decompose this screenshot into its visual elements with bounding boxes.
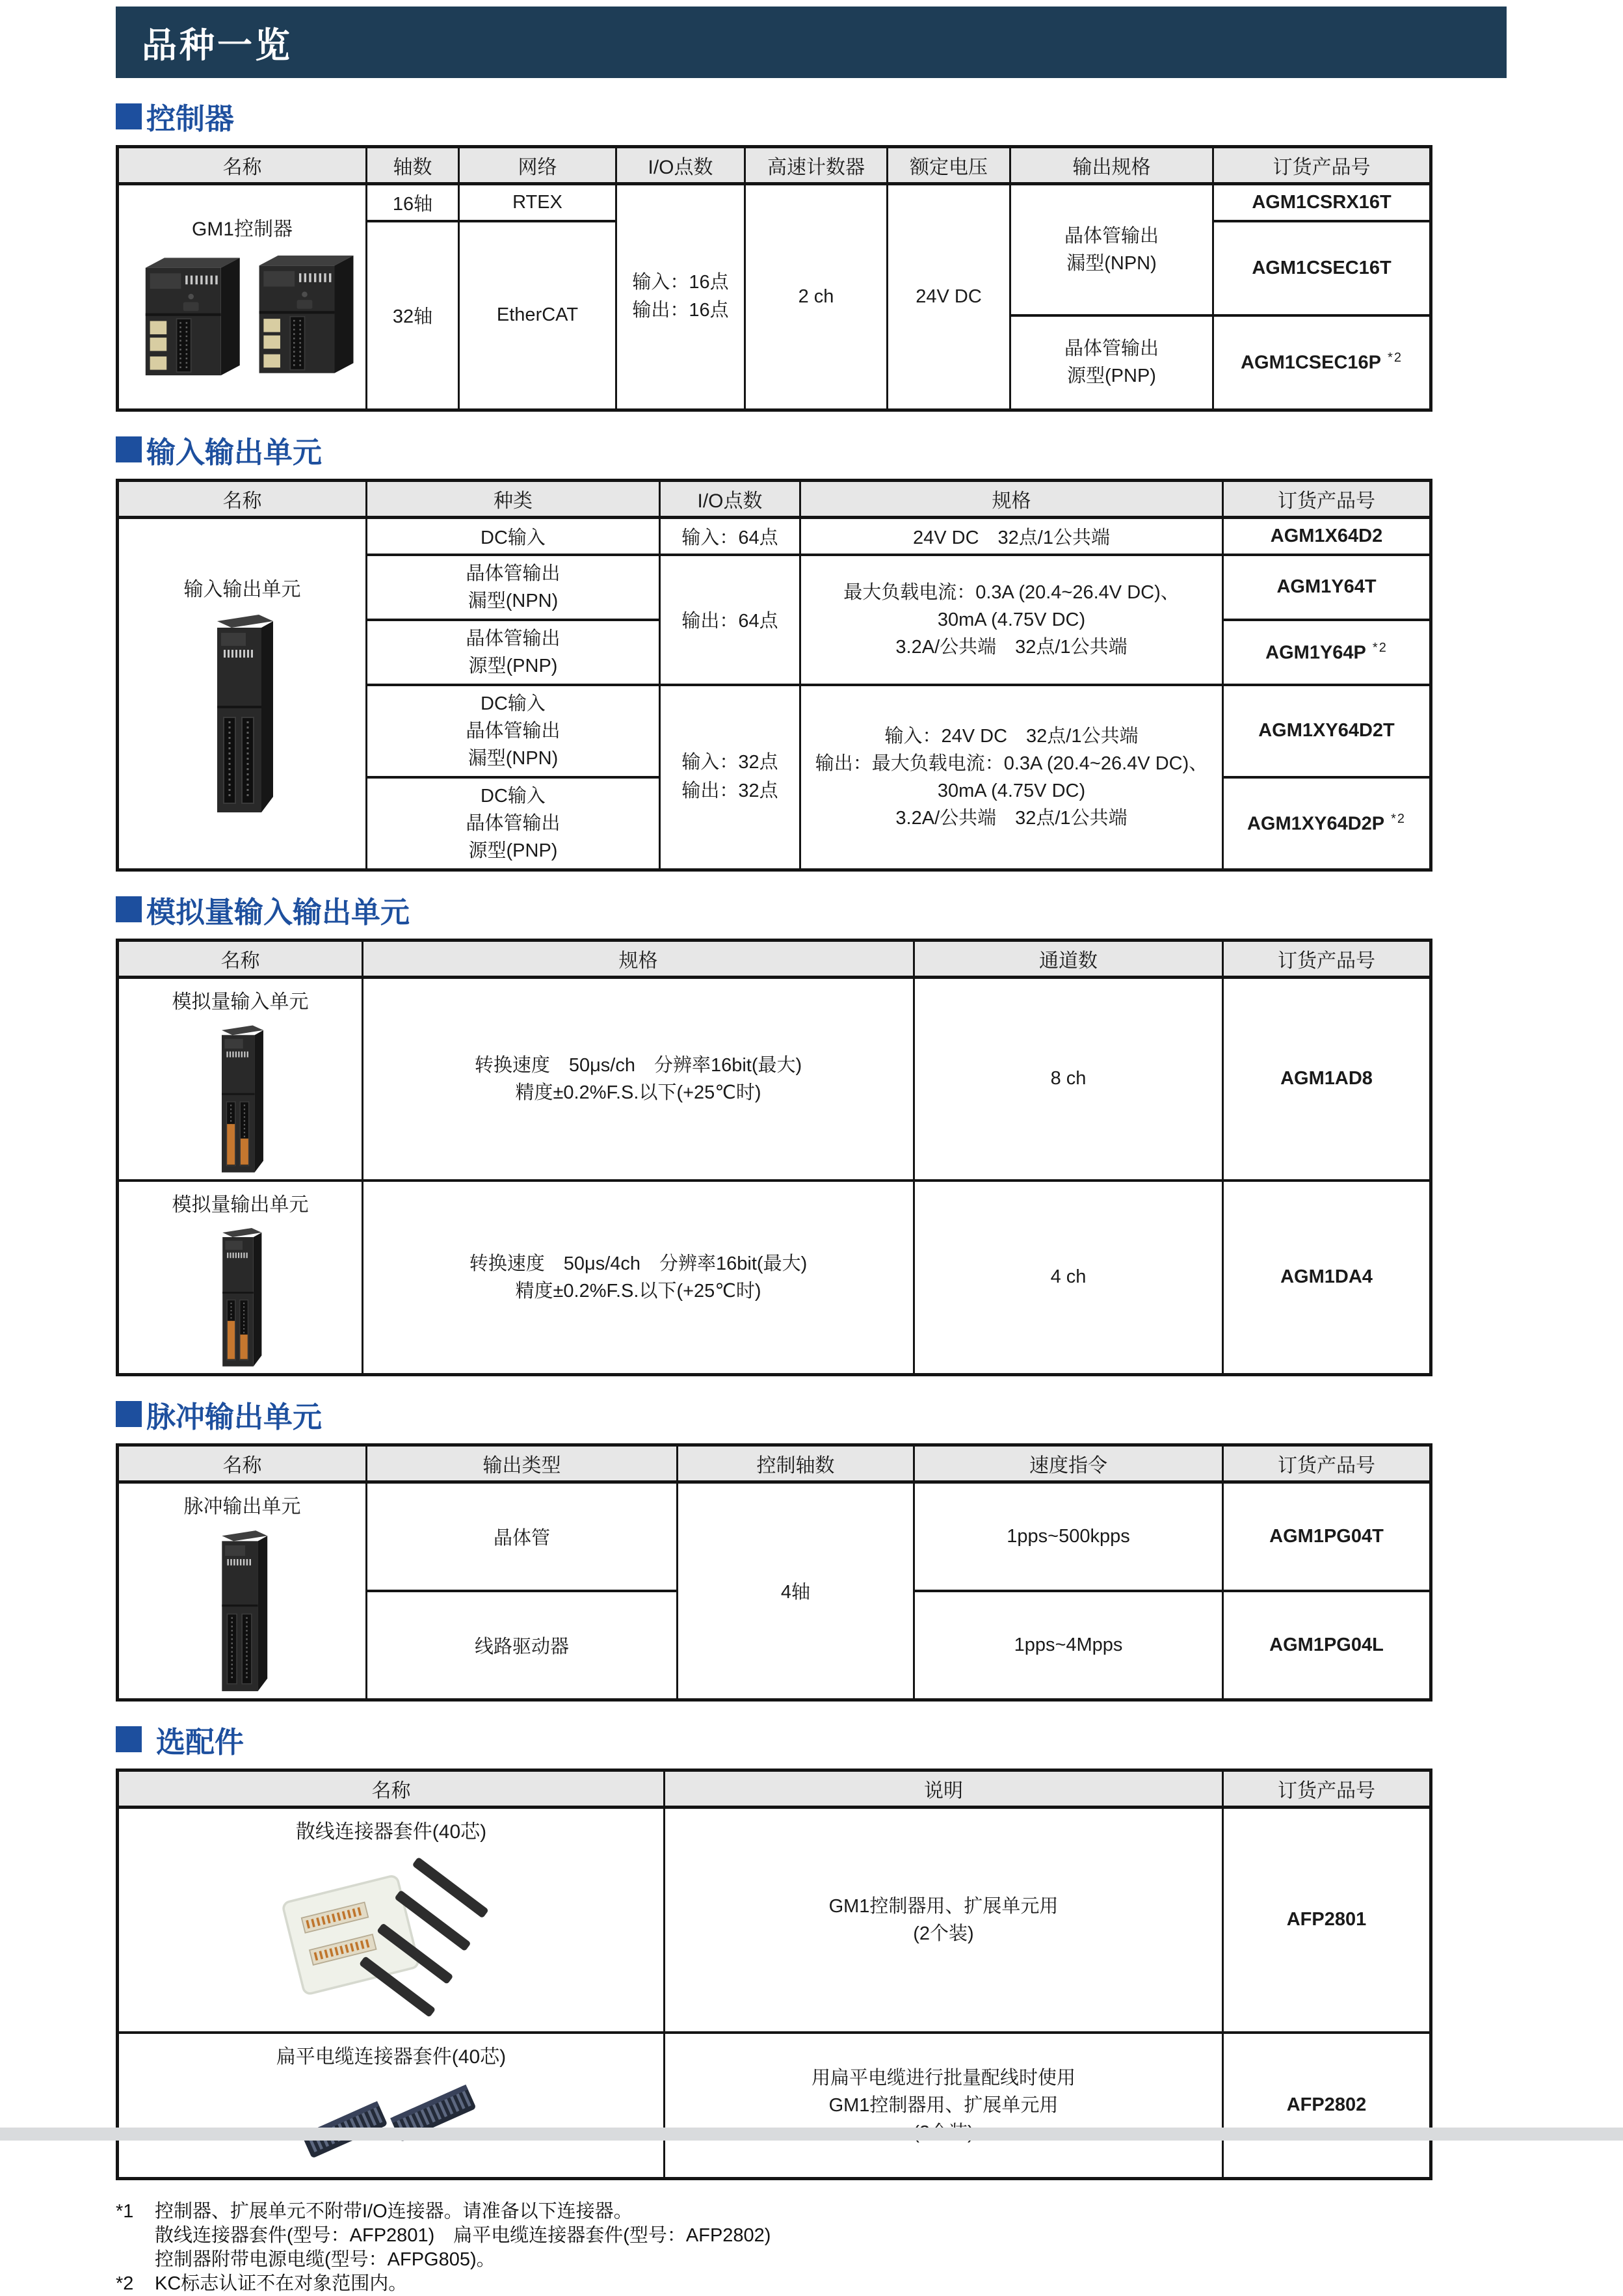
table-row <box>118 977 1431 1181</box>
spec-cell: 24V DC 32点/1公共端 <box>800 517 1223 555</box>
column-header: 订货产品号 <box>1223 940 1431 977</box>
column-header: 说明 <box>665 1770 1223 1807</box>
product-name-cell <box>118 184 367 410</box>
table-row <box>118 1181 1431 1375</box>
counter-cell: 2 ch <box>745 184 888 410</box>
column-header: 种类 <box>367 480 660 517</box>
speed-cell: 1pps~500kpps <box>914 1482 1223 1591</box>
spec-cell: 转换速度 50μs/ch 分辨率16bit(最大) 精度±0.2%F.S.以下(+25℃时) <box>363 977 914 1181</box>
column-header: 名称 <box>118 480 367 517</box>
footnotes <box>116 2200 1429 2296</box>
footnote-text: 散线连接器套件(型号：AFP2801) 扁平电缆连接器套件(型号：AFP2802) <box>155 2224 771 2246</box>
footnote-line <box>116 2224 1429 2248</box>
section-marker-icon <box>116 1401 142 1427</box>
page-title: 品种一览 <box>142 25 293 65</box>
kind-cell: 晶体管输出 漏型(NPN) <box>367 555 660 620</box>
kind-cell: DC输入 晶体管输出 源型(PNP) <box>367 777 660 870</box>
io-points-cell: 输出：64点 <box>660 555 800 685</box>
product-name: GM1控制器 <box>191 219 293 241</box>
axes-cell: 32轴 <box>367 221 459 410</box>
loose-wire-connector-kit-photo <box>261 1850 521 2027</box>
analog-input-unit-photo <box>204 1021 277 1175</box>
network-cell: RTEX <box>459 184 616 222</box>
part-number-cell: AGM1CSRX16T <box>1213 184 1431 222</box>
content-column <box>116 95 1429 2296</box>
product-name: 扁平电缆连接器套件(40芯) <box>276 2046 507 2068</box>
footnote-marker: *1 <box>116 2200 134 2222</box>
part-number-cell: AGM1X64D2 <box>1223 517 1431 555</box>
product-name: 脉冲输出单元 <box>183 1495 301 1517</box>
section-heading-analog <box>116 888 1429 931</box>
pulse-output-unit-photo <box>203 1525 282 1694</box>
part-number-cell: AGM1Y64T <box>1223 555 1431 620</box>
footnote-line <box>116 2200 1429 2224</box>
part-number-cell: AGM1PG04T <box>1223 1482 1431 1591</box>
footnote-ref: *2 <box>1372 640 1388 655</box>
column-header: 网络 <box>459 147 616 184</box>
footnote-marker: *2 <box>116 2273 134 2294</box>
column-header: I/O点数 <box>616 147 745 184</box>
footnote-ref: *2 <box>1388 351 1403 366</box>
section-heading-accessories <box>116 1718 1429 1761</box>
table-row <box>118 1482 1431 1591</box>
product-name-cell <box>118 517 367 870</box>
kind-cell: 晶体管输出 源型(PNP) <box>367 620 660 685</box>
column-header: 名称 <box>118 1445 367 1482</box>
table-header-row <box>118 480 1431 517</box>
column-header: 控制轴数 <box>678 1445 914 1482</box>
product-name: 输入输出单元 <box>183 579 301 601</box>
product-name-cell <box>118 1807 665 2033</box>
table-row <box>118 2033 1431 2179</box>
table-row <box>118 517 1431 555</box>
column-header: I/O点数 <box>660 480 800 517</box>
table-header-row <box>118 147 1431 184</box>
table-header-row <box>118 1445 1431 1482</box>
analog-table <box>116 939 1432 1376</box>
footnote-line <box>116 2248 1429 2272</box>
section-heading-label: 模拟量输入输出单元 <box>146 895 410 929</box>
part-number-cell: AFP2802 <box>1223 2033 1431 2179</box>
voltage-cell: 24V DC <box>888 184 1010 410</box>
io-unit-photo <box>194 608 291 816</box>
output-type-cell: 晶体管 <box>367 1482 678 1591</box>
section-marker-icon <box>116 436 142 462</box>
footnote-text: 控制器、扩展单元不附带I/O连接器。请准备以下连接器。 <box>155 2200 633 2222</box>
section-heading-label: 控制器 <box>146 102 235 135</box>
output-spec-cell: 晶体管输出 漏型(NPN) <box>1010 184 1213 316</box>
part-number-cell: AGM1AD8 <box>1223 977 1431 1181</box>
column-header: 规格 <box>800 480 1223 517</box>
analog-output-unit-photo <box>206 1223 274 1369</box>
channel-cell: 4 ch <box>914 1181 1223 1375</box>
footnote-text: KC标志认证不在对象范围内。 <box>155 2273 408 2294</box>
axes-cell: 4轴 <box>678 1482 914 1700</box>
column-header: 订货产品号 <box>1223 1445 1431 1482</box>
section-heading-pulse <box>116 1393 1429 1435</box>
spec-cell: 转换速度 50μs/4ch 分辨率16bit(最大) 精度±0.2%F.S.以下(+25℃时) <box>363 1181 914 1375</box>
speed-cell: 1pps~4Mpps <box>914 1591 1223 1700</box>
table-header-row <box>118 1770 1431 1807</box>
column-header: 高速计数器 <box>745 147 888 184</box>
product-name-cell <box>118 1181 363 1375</box>
part-number-cell: AGM1PG04L <box>1223 1591 1431 1700</box>
part-number-cell: AGM1XY64D2T <box>1223 685 1431 777</box>
table-row <box>118 184 1431 222</box>
product-name-cell <box>118 1482 367 1700</box>
pulse-table <box>116 1443 1432 1702</box>
description-cell: 用扁平电缆进行批量配线时使用 GM1控制器用、扩展单元用 <box>665 2033 1223 2179</box>
column-header: 名称 <box>118 1770 665 1807</box>
footnote-line <box>116 2272 1429 2296</box>
part-number-cell: AGM1Y64P $^{*2}$ <box>1223 620 1431 685</box>
footnote-text: 控制器附带电源电缆(型号：AFPG805)。 <box>155 2249 495 2270</box>
column-header: 速度指令 <box>914 1445 1223 1482</box>
product-name: 模拟量输出单元 <box>172 1194 309 1216</box>
column-header: 通道数 <box>914 940 1223 977</box>
section-heading-label: 输入输出单元 <box>146 435 323 469</box>
controller-table <box>116 145 1432 412</box>
column-header: 订货产品号 <box>1223 480 1431 517</box>
spec-cell: 最大负载电流：0.3A (20.4~26.4V DC)、 30mA (4.75V DC) 3.2A/公共端 32点/1公共端 <box>800 555 1223 685</box>
table-row <box>118 1807 1431 2033</box>
part-number-cell: AFP2801 <box>1223 1807 1431 2033</box>
table-header-row <box>118 940 1431 977</box>
catalog-page <box>0 7 1623 2294</box>
part-number-cell: AGM1CSEC16T <box>1213 221 1431 315</box>
footnote-ref: *2 <box>1391 812 1406 827</box>
part-number-cell: AGM1CSEC16P $^{*2}$ <box>1213 315 1431 410</box>
section-heading-label: 脉冲输出单元 <box>146 1400 323 1434</box>
io-points-cell: 输入：64点 <box>660 517 800 555</box>
section-marker-icon <box>116 103 142 129</box>
section-heading-io-unit <box>116 429 1429 471</box>
kind-cell: DC输入 晶体管输出 漏型(NPN) <box>367 685 660 777</box>
page-bottom-strip <box>0 2128 1623 2141</box>
column-header: 规格 <box>363 940 914 977</box>
column-header: 订货产品号 <box>1223 1770 1431 1807</box>
column-header: 输出类型 <box>367 1445 678 1482</box>
product-name-cell <box>118 977 363 1181</box>
accessories-table <box>116 1769 1432 2180</box>
output-spec-cell: 晶体管输出 源型(PNP) <box>1010 315 1213 410</box>
part-number-cell: AGM1DA4 <box>1223 1181 1431 1375</box>
axes-cell: 16轴 <box>367 184 459 222</box>
flat-cable-connector-kit-photo <box>284 2076 499 2173</box>
spec-cell: 输入：24V DC 32点/1公共端 输出：最大负载电流：0.3A (20.4~26.4V DC)、 30mA (4.75V DC) 3.2A/公共端 32点/1公共端 <box>800 685 1223 870</box>
part-number-cell: AGM1XY64D2P $^{*2}$ <box>1223 777 1431 870</box>
product-name: 散线连接器套件(40芯) <box>295 1821 487 1843</box>
section-heading-controller <box>116 95 1429 137</box>
section-marker-icon <box>116 896 142 922</box>
column-header: 输出规格 <box>1010 147 1213 184</box>
network-cell: EtherCAT <box>459 221 616 410</box>
io-unit-table <box>116 479 1432 872</box>
io-points-cell: 输入：32点 输出：32点 <box>660 685 800 870</box>
section-marker-icon <box>116 1726 142 1752</box>
column-header: 额定电压 <box>888 147 1010 184</box>
product-name-cell <box>118 2033 665 2179</box>
io-points-cell: 输入：16点 输出：16点 <box>616 184 745 410</box>
page-title-bar <box>116 7 1507 78</box>
kind-cell: DC输入 <box>367 517 660 555</box>
section-heading-label: 选配件 <box>156 1725 244 1759</box>
column-header: 名称 <box>118 940 363 977</box>
column-header: 名称 <box>118 147 367 184</box>
gm1-controller-photo <box>129 248 356 383</box>
output-type-cell: 线路驱动器 <box>367 1591 678 1700</box>
channel-cell: 8 ch <box>914 977 1223 1181</box>
description-cell: GM1控制器用、扩展单元用 (2个装) <box>665 1807 1223 2033</box>
column-header: 订货产品号 <box>1213 147 1431 184</box>
product-name: 模拟量输入单元 <box>172 991 309 1013</box>
column-header: 轴数 <box>367 147 459 184</box>
